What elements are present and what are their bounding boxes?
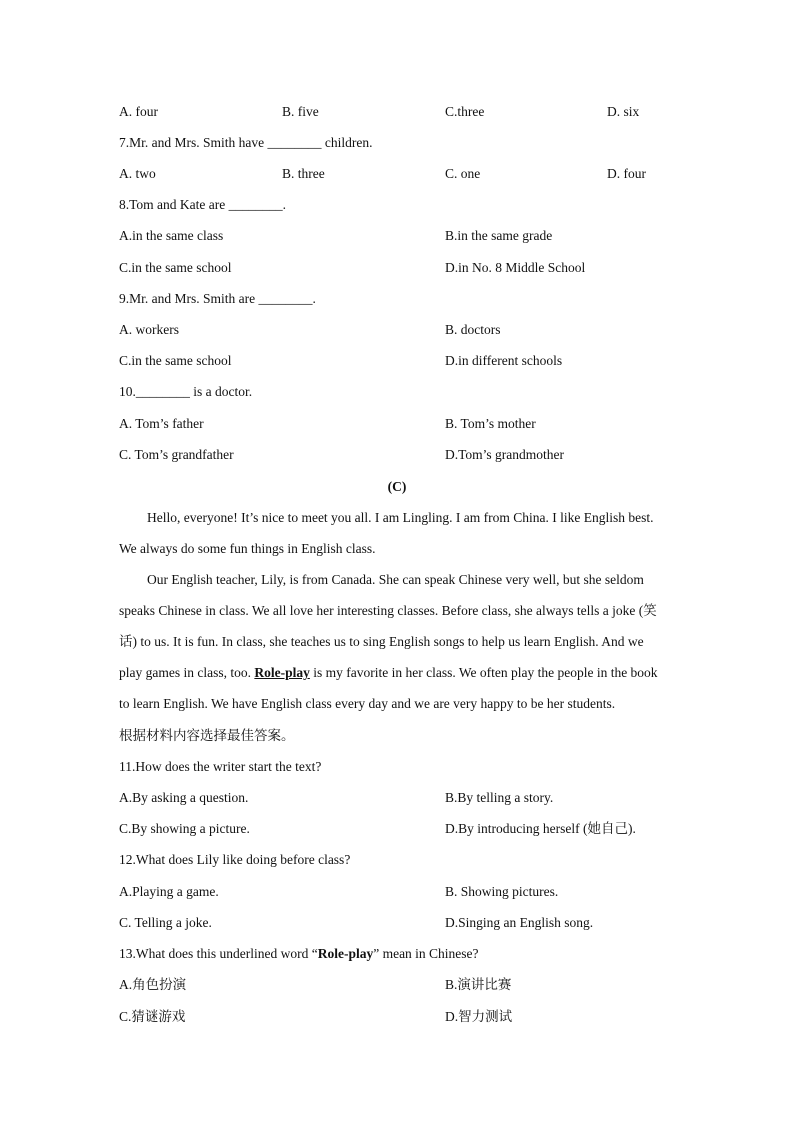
q13-stem-bold: Role-play — [317, 946, 374, 961]
q7-option-b: B. three — [282, 166, 325, 181]
q11-option-d: D.By introducing herself (她自己). — [445, 821, 636, 836]
q10-option-b: B. Tom’s mother — [445, 416, 536, 431]
passage-p2-line1: Our English teacher, Lily, is from Canada. She can speak Chinese very well, but she seldom — [147, 572, 644, 587]
q7-option-c: C. one — [445, 166, 481, 181]
passage-p2-line4 — [119, 663, 675, 683]
q9-option-d: D.in different schools — [445, 353, 563, 368]
q11-option-a: A.By asking a question. — [119, 790, 249, 805]
q7-stem: 7.Mr. and Mrs. Smith have ________ children. — [119, 135, 373, 150]
q7-option-d: D. four — [607, 166, 646, 181]
q10-option-d: D.Tom’s grandmother — [445, 447, 565, 462]
q13-option-d: D.智力测试 — [445, 1009, 513, 1024]
q10-stem: 10.________ is a doctor. — [119, 384, 253, 399]
q13-option-b: B.演讲比赛 — [445, 977, 512, 992]
q6-option-b: B. five — [282, 104, 319, 119]
q8-stem: 8.Tom and Kate are ________. — [119, 197, 287, 212]
passage-text: play games in class, too. — [119, 665, 255, 680]
passage-text: is my favorite in her class. We often play the people in the book — [309, 665, 658, 680]
section-heading: (C) — [387, 479, 407, 494]
q12-option-a: A.Playing a game. — [119, 884, 219, 899]
q10-option-a: A. Tom’s father — [119, 416, 204, 431]
q13-stem-text: 13.What does this underlined word “ — [119, 946, 318, 961]
q10-option-c: C. Tom’s grandfather — [119, 447, 234, 462]
passage-p1-line1: Hello, everyone! It’s nice to meet you all. I am Lingling. I am from China. I like English best. — [147, 510, 654, 525]
q6-option-a: A. four — [119, 104, 158, 119]
passage-p2-line3: 话) to us. It is fun. In class, she teaches us to sing English songs to help us learn English. And we — [119, 634, 644, 649]
passage-p1-line2: We always do some fun things in English class. — [119, 541, 376, 556]
q13-stem — [119, 944, 479, 964]
q8-option-b: B.in the same grade — [445, 228, 553, 243]
passage-p2-line5: to learn English. We have English class every day and we are very happy to be her students. — [119, 696, 616, 711]
passage-p2-line2: speaks Chinese in class. We all love her interesting classes. Before class, she always tells a joke (笑 — [119, 603, 657, 618]
q9-option-b: B. doctors — [445, 322, 501, 337]
q12-option-c: C. Telling a joke. — [119, 915, 212, 930]
q13-stem-text: ” mean in Chinese? — [373, 946, 479, 961]
q6-option-c: C.three — [445, 104, 485, 119]
q6-option-d: D. six — [607, 104, 640, 119]
instruction: 根据材料内容选择最佳答案。 — [119, 728, 295, 743]
q9-option-a: A. workers — [119, 322, 179, 337]
q8-option-a: A.in the same class — [119, 228, 224, 243]
q13-option-a: A.角色扮演 — [119, 977, 187, 992]
q12-option-b: B. Showing pictures. — [445, 884, 559, 899]
q7-option-a: A. two — [119, 166, 156, 181]
q9-stem: 9.Mr. and Mrs. Smith are ________. — [119, 291, 316, 306]
q12-stem: 12.What does Lily like doing before class? — [119, 852, 351, 867]
q11-option-c: C.By showing a picture. — [119, 821, 250, 836]
q9-option-c: C.in the same school — [119, 353, 232, 368]
q13-option-c: C.猜谜游戏 — [119, 1009, 186, 1024]
q12-option-d: D.Singing an English song. — [445, 915, 594, 930]
q8-option-d: D.in No. 8 Middle School — [445, 260, 586, 275]
underlined-word: Role-play — [254, 665, 310, 680]
q8-option-c: C.in the same school — [119, 260, 232, 275]
q11-stem: 11.How does the writer start the text? — [119, 759, 322, 774]
q11-option-b: B.By telling a story. — [445, 790, 554, 805]
